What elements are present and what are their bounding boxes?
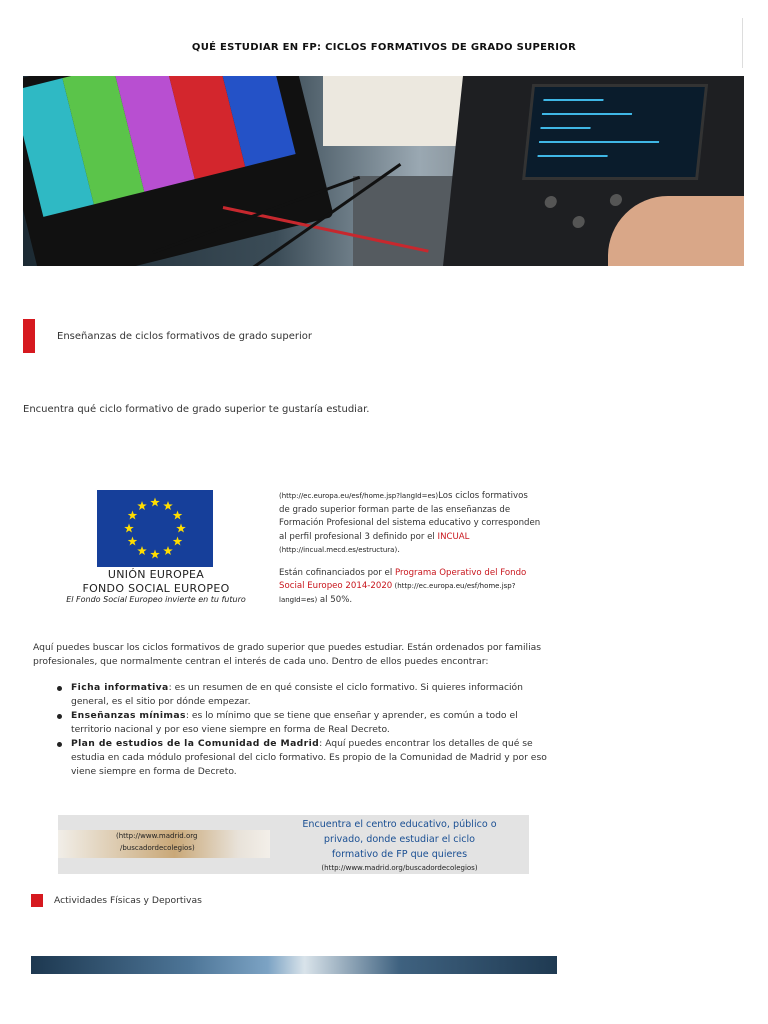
programa-url[interactable]: (http://ec.europa.eu/esf/home.jsp?langId=es) bbox=[279, 582, 516, 604]
hero-image bbox=[23, 76, 744, 266]
eu-logo-line1: UNIÓN EUROPEA bbox=[107, 568, 205, 581]
eu-star bbox=[163, 546, 173, 555]
divider bbox=[742, 18, 743, 68]
list-item: Plan de estudios de la Comunidad de Madrid: Aquí puedes encontrar los detalles de qué se estudia en cada módulo profesional del ciclo formativo. Es propio de la Comunidad de Madrid y por eso viene siempre en forma de Decreto. bbox=[71, 737, 553, 779]
programa-link[interactable]: Programa Operativo del Fondo Social Europeo 2014-2020 bbox=[279, 567, 527, 591]
list-item: Enseñanzas mínimas: es lo mínimo que se tiene que enseñar y aprender, es común a todo el territorio nacional y por eso viene siempre en forma de Real Decreto. bbox=[71, 709, 553, 737]
thumb-link-line2: /buscadordecolegios) bbox=[120, 844, 195, 852]
lead-text: Encuentra qué ciclo formativo de grado superior te gustaría estudiar. bbox=[23, 404, 370, 415]
section-marker bbox=[23, 319, 35, 353]
eu-logo-tagline: El Fondo Social Europeo invierte en tu futuro bbox=[66, 595, 246, 604]
eu-paragraph-1: (http://ec.europa.eu/esf/home.jsp?langId=es)Los ciclos formativos de grado superior forman parte de las enseñanzas de Formación Profesional del sistema educativo y corresponden al perfil profesional 3 definido por el INCUAL (http://incual.mecd.es/estructura). bbox=[279, 491, 541, 555]
eu-link[interactable]: (http://ec.europa.eu/esf/home.jsp?langId=es) bbox=[279, 492, 439, 500]
section-heading bbox=[23, 319, 312, 353]
list-term: Enseñanzas mínimas bbox=[71, 710, 186, 721]
eu-star bbox=[176, 524, 186, 533]
list-term: Ficha informativa bbox=[71, 682, 169, 693]
eu-funding-text bbox=[279, 490, 541, 607]
eu-star bbox=[124, 524, 134, 533]
page-title: QUÉ ESTUDIAR EN FP: CICLOS FORMATIVOS DE GRADO SUPERIOR bbox=[191, 42, 577, 53]
school-finder-banner[interactable] bbox=[58, 815, 529, 874]
section-marker bbox=[31, 894, 43, 907]
section-image bbox=[31, 956, 557, 974]
section-label[interactable]: Actividades Físicas y Deportivas bbox=[54, 895, 202, 906]
eu-star bbox=[150, 498, 160, 507]
list-term: Plan de estudios de la Comunidad de Madrid bbox=[71, 738, 320, 749]
eu-star bbox=[128, 537, 138, 546]
eu-logo-line2: FONDO SOCIAL EUROPEO bbox=[82, 582, 230, 595]
info-list bbox=[33, 681, 553, 779]
eu-logo[interactable] bbox=[40, 488, 272, 608]
banner-copy[interactable] bbox=[270, 817, 529, 874]
incual-link[interactable]: INCUAL bbox=[437, 531, 470, 542]
banner-line: Encuentra el centro educativo, público o bbox=[302, 819, 497, 830]
monitor-shape bbox=[23, 76, 334, 266]
eu-star bbox=[173, 511, 183, 520]
color-bars bbox=[23, 76, 296, 217]
body-intro: Aquí puedes buscar los ciclos formativos de grado superior que puedes estudiar. Están ordenados por familias profesionales, que normalmente centran el interés de cada uno. Dentro de ellos puedes encontrar: bbox=[33, 642, 542, 667]
eu-star bbox=[128, 511, 138, 520]
device-shape bbox=[323, 76, 473, 146]
eu-star bbox=[173, 537, 183, 546]
section-heading bbox=[31, 894, 202, 907]
banner-link[interactable]: (http://www.madrid.org/buscadordecolegios) bbox=[321, 864, 478, 872]
eu-paragraph-2: Están cofinanciados por el Programa Operativo del Fondo Social Europeo 2014-2020 (http://ec.europa.eu/esf/home.jsp?langId=es) al 50%. bbox=[279, 567, 527, 605]
thumb-link-line1: (http://www.madrid.org bbox=[116, 832, 198, 840]
eu-star bbox=[137, 546, 147, 555]
banner-line: formativo de FP que quieres bbox=[331, 849, 468, 860]
body-text bbox=[33, 641, 553, 779]
list-item: Ficha informativa: es un resumen de en qué consiste el ciclo formativo. Si quieres información general, es el sitio por dónde empezar. bbox=[71, 681, 553, 709]
section-label: Enseñanzas de ciclos formativos de grado superior bbox=[57, 330, 312, 342]
incual-url[interactable]: (http://incual.mecd.es/estructura) bbox=[279, 546, 398, 554]
eu-star bbox=[163, 501, 173, 510]
eu-star bbox=[137, 501, 147, 510]
banner-thumbnail[interactable] bbox=[58, 830, 270, 858]
eu-star bbox=[150, 550, 160, 559]
eu-flag-icon bbox=[97, 490, 213, 567]
banner-line: privado, donde estudiar el ciclo bbox=[323, 834, 476, 845]
scope-screen bbox=[522, 84, 708, 180]
